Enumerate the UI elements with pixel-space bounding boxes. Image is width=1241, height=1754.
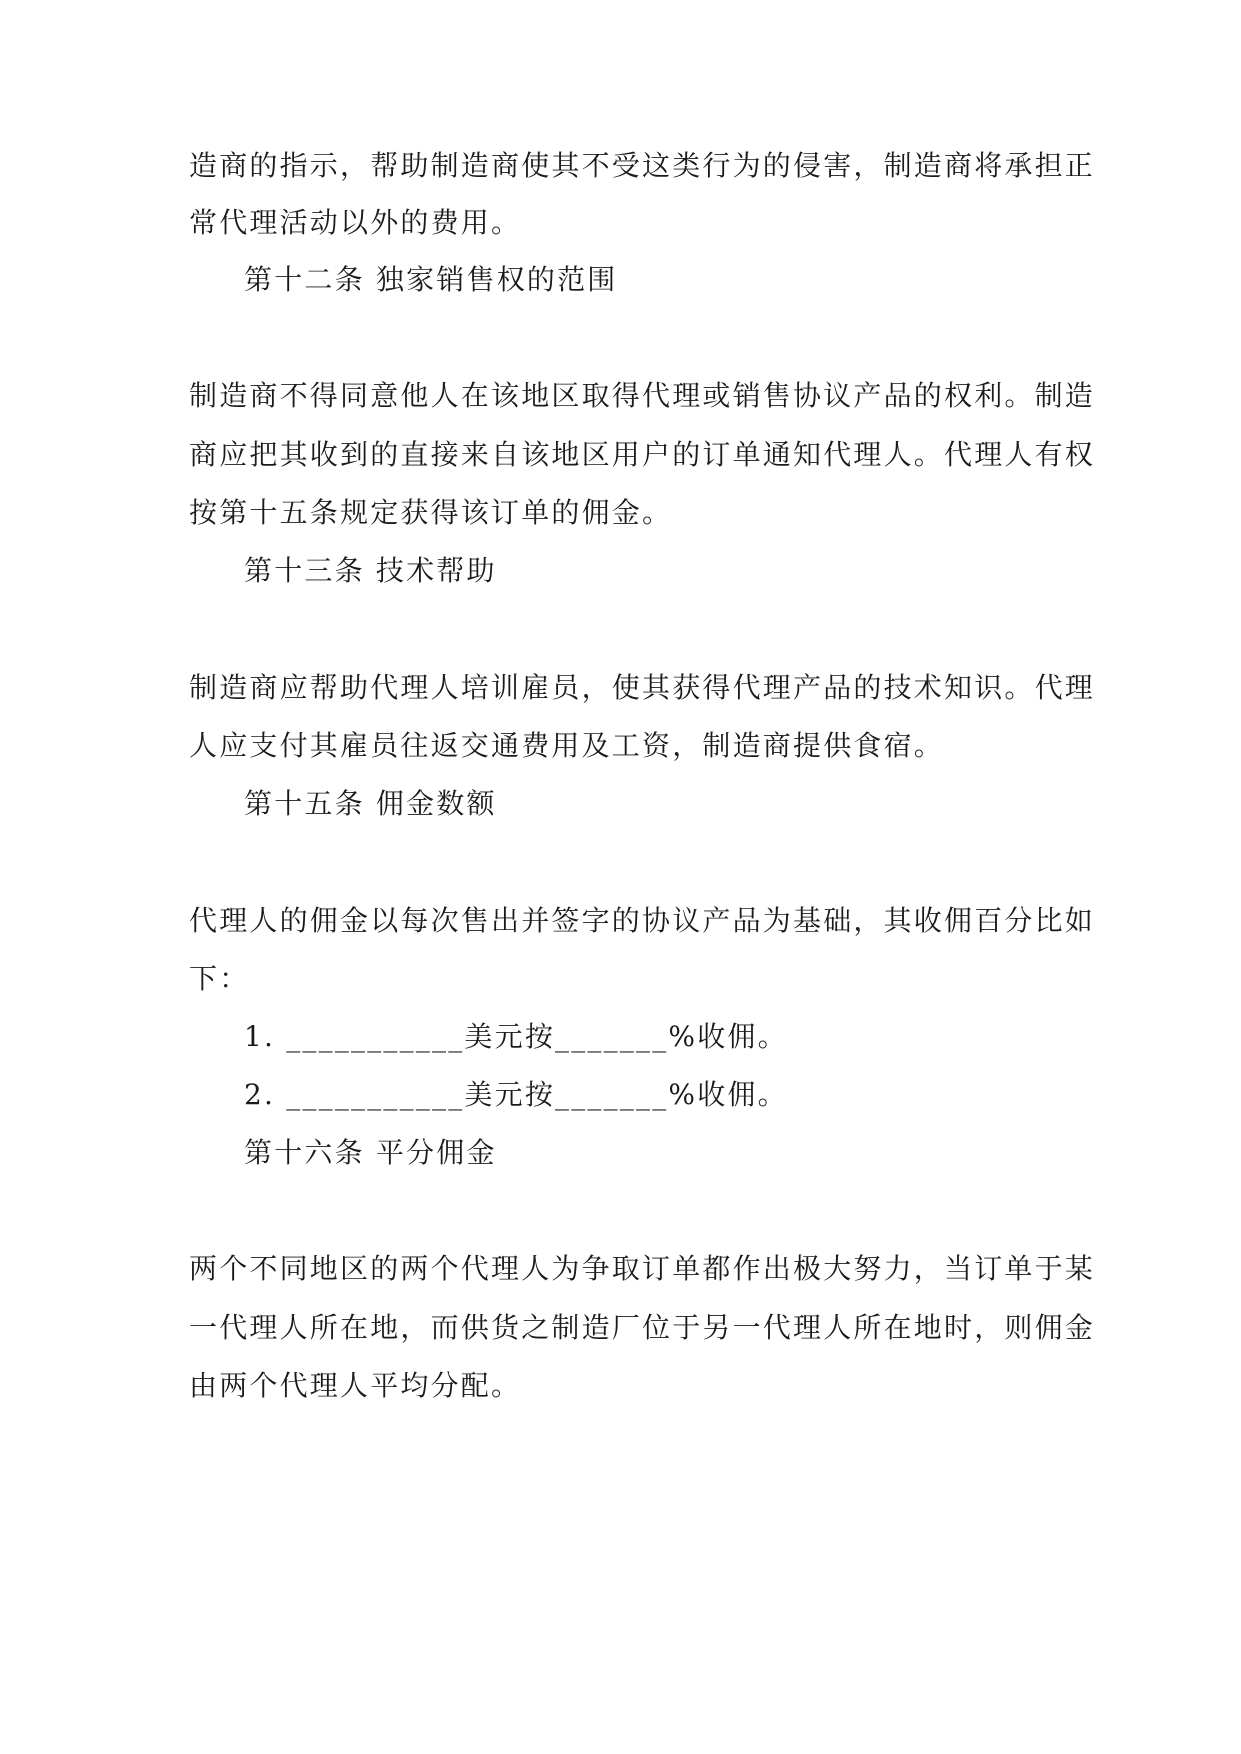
commission-item: 2. ___________美元按_______%收佣。 — [244, 1078, 788, 1111]
paragraph-line: 制造商不得同意他人在该地区取得代理或销售协议产品的权利。制造 — [189, 379, 1096, 412]
paragraph-line: 商应把其收到的直接来自该地区用户的订单通知代理人。代理人有权 — [189, 438, 1096, 471]
article-heading: 第十三条 技术帮助 — [244, 554, 497, 587]
article-heading: 第十五条 佣金数额 — [244, 787, 497, 820]
paragraph-line: 代理人的佣金以每次售出并签字的协议产品为基础，其收佣百分比如 — [189, 904, 1096, 937]
commission-item: 1. ___________美元按_______%收佣。 — [244, 1020, 788, 1053]
paragraph-line: 按第十五条规定获得该订单的佣金。 — [189, 496, 673, 529]
paragraph-line: 常代理活动以外的费用。 — [189, 206, 522, 239]
paragraph-line: 一代理人所在地，而供货之制造厂位于另一代理人所在地时，则佣金 — [189, 1311, 1096, 1344]
paragraph-line: 由两个代理人平均分配。 — [189, 1369, 522, 1402]
paragraph-line: 人应支付其雇员往返交通费用及工资，制造商提供食宿。 — [189, 729, 945, 762]
article-heading: 第十二条 独家销售权的范围 — [244, 263, 618, 296]
paragraph-line: 制造商应帮助代理人培训雇员，使其获得代理产品的技术知识。代理 — [189, 671, 1096, 704]
paragraph-line: 下： — [189, 962, 250, 995]
article-heading: 第十六条 平分佣金 — [244, 1136, 497, 1169]
paragraph-line: 两个不同地区的两个代理人为争取订单都作出极大努力，当订单于某 — [189, 1252, 1096, 1285]
paragraph-line: 造商的指示，帮助制造商使其不受这类行为的侵害，制造商将承担正 — [189, 149, 1096, 182]
